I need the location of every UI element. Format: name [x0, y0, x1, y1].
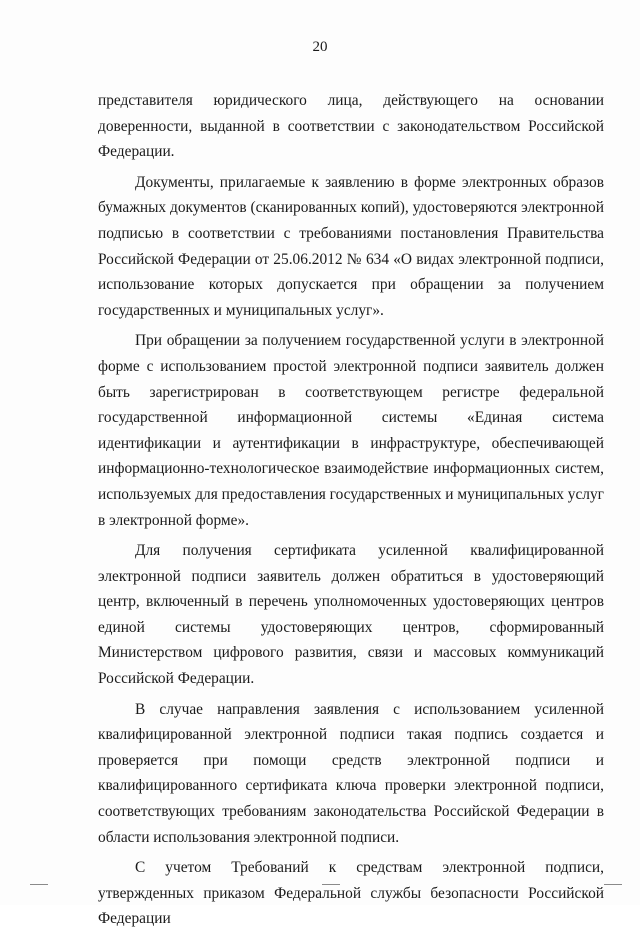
paragraph-simple-signature: При обращении за получением государственной услуги в электронной форме с использованием простой электронной подписи заявитель должен быть зарегистрирован в соответствующем регистре федеральной государственной информационной системы «Единая система идентификации и аутентификации в инфраструктуре, обеспечивающей информационно-технологическое взаимодействие информационных систем, используемых для предоставления государственных и муниципальных услуг в электронной форме». — [98, 332, 604, 529]
page-number: 20 — [312, 39, 328, 55]
paragraph-electronic-documents: Документы, прилагаемые к заявлению в форме электронных образов бумажных документов (сканированных копий), удостоверяются электронной подписью в соответствии с требованиями постановления Правительства Российской Федерации от 25.06.2012 № 634 «О видах электронной подписи, использование которых допускается при обращении за получением государственных и муниципальных услуг». — [98, 173, 604, 319]
paragraph-continuation: представителя юридического лица, действующего на основании доверенности, выданной в соответствии с законодательством Российской Федерации. — [98, 92, 604, 161]
scan-artifact-right — [604, 884, 622, 885]
paragraph-qualified-certificate: Для получения сертификата усиленной квалифицированной электронной подписи заявитель должен обратиться в удостоверяющий центр, включенный в перечень уполномоченных удостоверяющих центров единой системы удостоверяющих центров, сформированный Министерством цифрового развития, связи и массовых коммуникаций Российской Федерации. — [98, 542, 604, 688]
paragraph-fsb-requirements: С учетом Требований к средствам электронной подписи, утвержденных приказом Федеральной службы безопасности Российской Федерации — [98, 859, 604, 928]
document-body — [98, 88, 604, 932]
scan-artifact-center — [322, 884, 340, 885]
scan-artifact-left — [30, 884, 48, 885]
paragraph-enhanced-signature: В случае направления заявления с использованием усиленной квалифицированной электронной подписи такая подпись создается и проверяется при помощи средств электронной подписи и квалифицированного сертификата ключа проверки электронной подписи, соответствующих требованиям законодательства Российской Федерации в области использования электронной подписи. — [98, 700, 604, 846]
